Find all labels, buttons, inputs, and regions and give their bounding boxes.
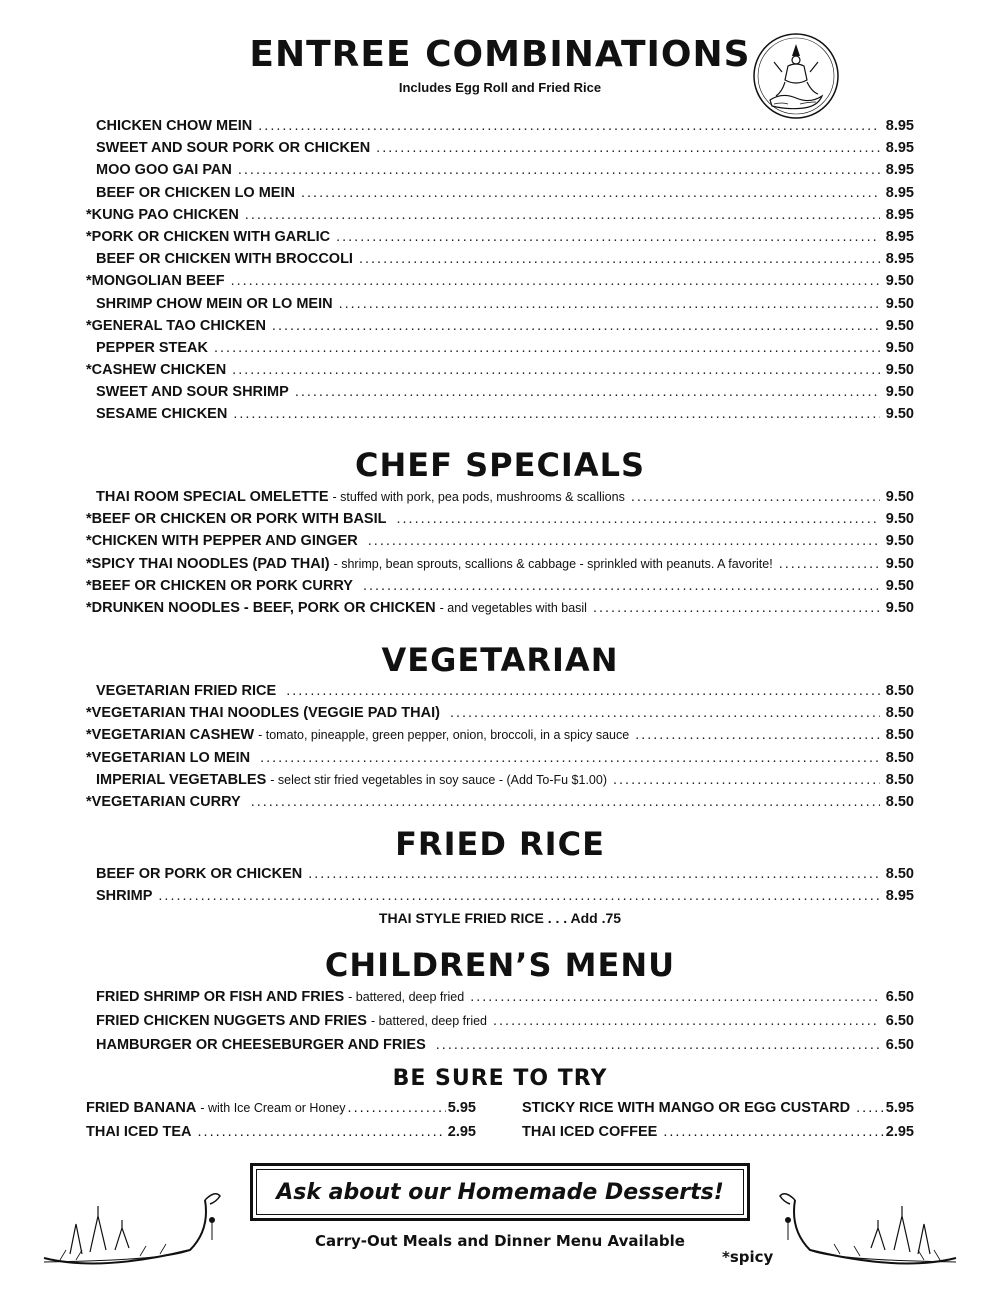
item-description: - battered, deep fried [348,990,465,1004]
list-item [522,1124,914,1148]
item-price: 9.50 [885,317,914,334]
item-name: MOO GOO GAI PAN [96,162,232,179]
item-name: SHRIMP CHOW MEIN OR LO MEIN [96,295,333,312]
leader-dots [368,533,880,549]
leader-dots [613,772,880,788]
item-name: *PORK OR CHICKEN WITH GARLIC [86,228,331,245]
item-price: 8.95 [885,251,914,268]
list-item [86,340,914,362]
item-description: - with Ice Cream or Honey [200,1101,346,1115]
item-name: *MONGOLIAN BEEF [86,273,225,290]
leader-dots [232,362,880,378]
item-name: *KUNG PAO CHICKEN [86,206,239,223]
item-price: 8.50 [885,705,914,722]
vegetarian-list [86,683,914,816]
leader-dots [493,1013,880,1029]
item-price: 8.50 [885,749,914,766]
leader-dots [635,727,880,743]
item-price: 8.95 [885,118,914,134]
item-price: 9.50 [885,273,914,290]
list-item [86,1013,914,1037]
list-item [86,1124,476,1148]
leader-dots [245,207,880,223]
leader-dots [251,794,880,810]
leader-dots [396,511,879,527]
list-item [86,251,914,273]
list-item [86,578,914,600]
item-name: CHICKEN CHOW MEIN [96,118,253,134]
item-name: THAI ICED COFFEE [522,1124,658,1140]
item-name: *VEGETARIAN CASHEW [86,727,255,744]
item-price: 8.50 [885,866,914,882]
list-item [86,1100,476,1124]
item-name: *CASHEW CHICKEN [86,362,227,379]
leader-dots [363,578,880,594]
item-price: 9.50 [885,599,914,616]
item-name: *BEEF OR CHICKEN OR PORK WITH BASIL [86,511,387,528]
list-item [86,727,914,749]
item-name: *DRUNKEN NOODLES - BEEF, PORK OR CHICKEN [86,599,436,616]
note-leader: . . . [547,910,571,927]
leader-dots [272,318,880,334]
item-description: - battered, deep fried [370,1014,487,1028]
list-item [86,384,914,406]
item-description: - select stir fried vegetables in soy sauce - (Add To-Fu $1.00) [270,772,607,787]
item-description: - stuffed with pork, pea pods, mushrooms & scallions [332,490,625,504]
item-name: SWEET AND SOUR PORK OR CHICKEN [96,140,371,157]
leader-dots [376,140,880,156]
item-name: PEPPER STEAK [96,339,208,356]
leader-dots [348,1100,446,1116]
list-item [522,1100,914,1124]
item-price: 9.50 [885,555,914,572]
section-title-chef-specials: CHEF SPECIALS [354,446,646,484]
item-price: 9.50 [885,384,914,401]
list-item [86,533,914,555]
item-description: - and vegetables with basil [439,600,587,615]
section-title-vegetarian: VEGETARIAN [381,641,619,679]
item-price: 9.50 [885,406,914,423]
item-price: 9.50 [885,577,914,594]
item-price: 9.50 [885,295,914,312]
leader-dots [436,1037,880,1053]
item-price: 6.50 [885,1013,914,1029]
item-name: BEEF OR CHICKEN WITH BROCCOLI [96,251,353,268]
item-name: FRIED CHICKEN NUGGETS AND FRIES [96,1013,367,1029]
list-item [86,989,914,1013]
item-name: *VEGETARIAN THAI NOODLES (VEGGIE PAD THAI) [86,705,440,722]
leader-dots [301,185,880,201]
leader-dots [593,600,880,616]
desserts-banner [250,1163,750,1221]
item-price: 8.50 [885,771,914,788]
list-item [86,1037,914,1061]
item-price: 8.50 [885,793,914,810]
list-item [86,406,914,428]
item-price: 8.95 [885,206,914,223]
leader-dots [158,888,879,904]
page-title: ENTREE COMBINATIONS [249,34,751,75]
item-price: 8.95 [885,162,914,179]
item-price: 8.50 [885,683,914,699]
item-name: FRIED SHRIMP OR FISH AND FRIES [96,989,345,1005]
desserts-text: Ask about our Homemade Desserts! [256,1169,744,1215]
leader-dots [631,489,880,505]
item-price: 2.95 [447,1124,476,1140]
note-value: Add .75 [570,910,622,927]
royal-barge-icon [40,1180,230,1270]
leader-dots [286,683,880,699]
item-price: 8.95 [885,184,914,201]
item-price: 9.50 [885,511,914,528]
item-name: *CHICKEN WITH PEPPER AND GINGER [86,533,358,550]
fried-rice-note [86,910,914,932]
leader-dots [339,296,880,312]
list-item [86,683,914,705]
item-name: BEEF OR PORK OR CHICKEN [96,866,303,882]
list-item [86,118,914,140]
item-name: *SPICY THAI NOODLES (PAD THAI) [86,555,330,572]
leader-dots [336,229,880,245]
leader-dots [470,989,880,1005]
item-price: 8.95 [885,228,914,245]
item-name: *GENERAL TAO CHICKEN [86,317,266,334]
item-name: HAMBURGER OR CHEESEBURGER AND FRIES [96,1037,426,1053]
item-price: 2.95 [885,1124,914,1140]
list-item [86,207,914,229]
list-item [86,556,914,578]
chef-specials-list [86,489,914,622]
item-name: SWEET AND SOUR SHRIMP [96,384,289,401]
item-name: *BEEF OR CHICKEN OR PORK CURRY [86,577,353,594]
leader-dots [233,406,879,422]
section-title-fried-rice: FRIED RICE [395,825,605,863]
list-item [86,705,914,727]
leader-dots [295,384,880,400]
fried-rice-list [86,866,914,932]
list-item [86,489,914,511]
leader-dots [258,118,879,134]
list-item [86,750,914,772]
item-description: - shrimp, bean sprouts, scallions & cabbage - sprinkled with peanuts. A favorite! [333,556,773,571]
item-price: 5.95 [885,1100,914,1116]
list-item [86,140,914,162]
leader-dots [238,162,880,178]
leader-dots [231,273,880,289]
item-price: 6.50 [885,989,914,1005]
note-label: THAI STYLE FRIED RICE [378,910,544,927]
leader-dots [198,1124,446,1140]
list-item [86,162,914,184]
item-price: 9.50 [885,533,914,550]
list-item [86,273,914,295]
leader-dots [856,1100,884,1116]
leader-dots [450,705,880,721]
item-name: SESAME CHICKEN [96,406,228,423]
list-item [86,229,914,251]
list-item [86,866,914,888]
item-name: BEEF OR CHICKEN LO MEIN [96,184,295,201]
be-sure-to-try-right [522,1100,914,1148]
item-name: THAI ICED TEA [86,1124,192,1140]
leader-dots [260,750,880,766]
leader-dots [308,866,880,882]
item-name: FRIED BANANA [86,1100,197,1116]
list-item [86,296,914,318]
item-price: 8.95 [885,140,914,157]
item-price: 8.95 [885,888,914,905]
list-item [86,888,914,910]
item-price: 5.95 [447,1100,476,1116]
childrens-menu-list [86,989,914,1061]
list-item [86,511,914,533]
list-item [86,600,914,622]
carry-out-note: Carry-Out Meals and Dinner Menu Available [315,1232,685,1250]
leader-dots [779,556,880,572]
list-item [86,362,914,384]
leader-dots [214,340,880,356]
leader-dots [359,251,880,267]
item-price: 9.50 [885,339,914,356]
list-item [86,794,914,816]
item-name: IMPERIAL VEGETABLES [96,771,267,788]
entree-combinations-list [86,118,914,429]
item-name: SHRIMP [96,888,153,905]
list-item [86,185,914,207]
royal-barge-icon [770,1180,960,1270]
item-description: - tomato, pineapple, green pepper, onion, broccoli, in a spicy sauce [258,728,630,743]
item-name: THAI ROOM SPECIAL OMELETTE [96,489,329,505]
section-title-childrens-menu: CHILDREN’S MENU [324,946,676,984]
item-name: STICKY RICE WITH MANGO OR EGG CUSTARD [522,1100,851,1116]
be-sure-to-try-left [86,1100,476,1148]
item-name: *VEGETARIAN LO MEIN [86,749,251,766]
item-price: 9.50 [885,362,914,379]
list-item [86,772,914,794]
item-name: VEGETARIAN FRIED RICE [96,683,277,699]
leader-dots [663,1124,883,1140]
item-price: 6.50 [885,1037,914,1053]
spicy-note: *spicy [722,1248,774,1266]
section-title-be-sure-to-try: BE SURE TO TRY [392,1066,608,1091]
list-item [86,318,914,340]
page-subtitle: Includes Egg Roll and Fried Rice [398,80,602,95]
item-price: 9.50 [885,489,914,505]
item-price: 8.50 [885,727,914,744]
item-name: *VEGETARIAN CURRY [86,793,241,810]
